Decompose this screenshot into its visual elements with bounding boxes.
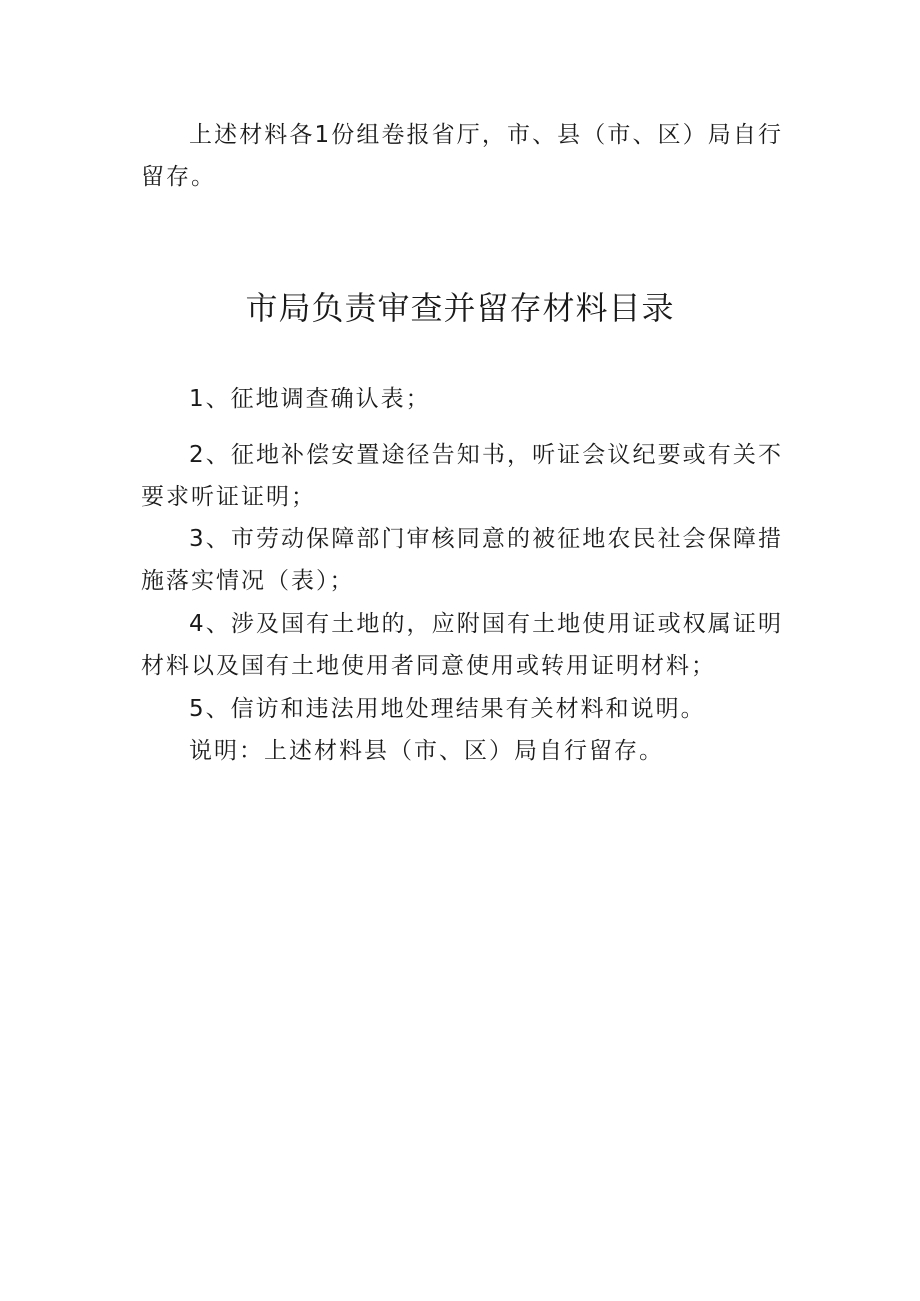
list-item-2: 2、征地补偿安置途径告知书，听证会议纪要或有关不要求听证证明；	[141, 442, 783, 510]
intro-paragraph: 上述材料各1份组卷报省厅，市、县（市、区）局自行留存。	[141, 122, 783, 190]
list-item-4: 4、涉及国有土地的，应附国有土地使用证或权属证明材料以及国有土地使用者同意使用或转用证明材料；	[141, 611, 783, 679]
list-item-5: 5、信访和违法用地处理结果有关材料和说明。	[189, 696, 706, 722]
list-item-1: 1、征地调查确认表；	[189, 386, 431, 412]
note-paragraph: 说明：上述材料县（市、区）局自行留存。	[189, 738, 664, 764]
section-title: 市局负责审查并留存材料目录	[245, 289, 675, 327]
list-item-3: 3、市劳动保障部门审核同意的被征地农民社会保障措施落实情况（表）；	[141, 526, 783, 594]
